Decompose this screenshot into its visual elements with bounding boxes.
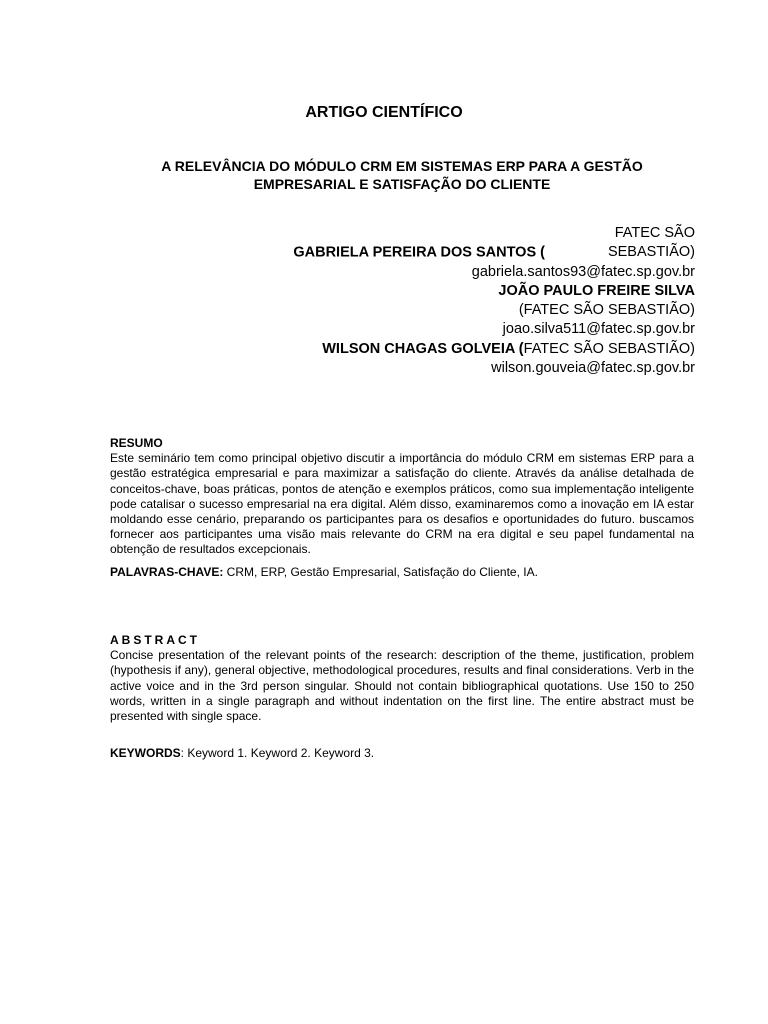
article-title-line-2: EMPRESARIAL E SATISFAÇÃO DO CLIENTE: [253, 176, 551, 192]
abstract-heading: ABSTRACT: [110, 633, 200, 647]
author-affiliation: FATEC SÃO SEBASTIÃO): [523, 340, 695, 357]
palavras-chave-label: PALAVRAS-CHAVE:: [110, 565, 224, 579]
document-type-heading: ARTIGO CIENTÍFICO: [305, 104, 463, 121]
author-affiliation: (FATEC SÃO SEBASTIÃO): [518, 302, 695, 319]
resumo-heading: RESUMO: [110, 436, 163, 450]
resumo-text: Este seminário tem como principal objetivo discutir a importância do módulo CRM em sistemas ERP para a gestão estratégica empresarial e para maximizar a satisfação do cliente. Através da análise detalhada de conceitos-chave, boas práticas, pontos de atenção e exemplos práticos, como sua implementação inteligente pode catalisar o sucesso empresarial na era digital. Além disso, examinaremos como a inovação em IA estar moldando esse cenário, preparando os participantes para os desafios e oportunidades do futuro. buscamos fornecer aos participantes uma visão mais relevante do CRM na era digital e seu papel fundamental na obtenção de resultados excepcionais.: [110, 451, 694, 557]
author-name: GABRIELA PEREIRA DOS SANTOS (: [293, 244, 545, 261]
article-title: [110, 157, 694, 193]
author-1: [135, 224, 695, 282]
palavras-chave-line: [110, 565, 694, 580]
author-affiliation: FATEC SÃO SEBASTIÃO): [607, 225, 695, 261]
abstract-section: [110, 633, 694, 724]
author-1-name-line: [135, 224, 695, 263]
abstract-text: Concise presentation of the relevant points of the research: description of the theme, justification, problem (hypothesis if any), general objective, methodological procedures, results and final considerations. Verb in the active voice and in the 3rd person singular. Should not contain bibliographical quotations. Use 150 to 250 words, written in a single paragraph and without indentation on the first line. The entire abstract must be presented with single space.: [110, 648, 694, 724]
article-title-line-1: A RELEVÂNCIA DO MÓDULO CRM EM SISTEMAS ERP PARA A GESTÃO: [161, 158, 643, 174]
keywords-line: [110, 746, 694, 761]
palavras-chave-text: CRM, ERP, Gestão Empresarial, Satisfação do Cliente, IA.: [223, 565, 538, 579]
resumo-section: [110, 436, 694, 558]
author-2: [135, 282, 695, 340]
author-email: wilson.gouveia@fatec.sp.gov.br: [491, 360, 695, 377]
keywords-text: : Keyword 1. Keyword 2. Keyword 3.: [180, 746, 375, 760]
author-list: [135, 224, 695, 378]
author-name: WILSON CHAGAS GOLVEIA (: [322, 340, 524, 357]
author-3: [135, 340, 695, 379]
author-3-name-line: [135, 340, 695, 359]
keywords-label: KEYWORDS: [110, 746, 181, 760]
author-name: JOÃO PAULO FREIRE SILVA: [498, 282, 695, 299]
author-email: gabriela.santos93@fatec.sp.gov.br: [471, 263, 695, 280]
author-email: joao.silva511@fatec.sp.gov.br: [502, 321, 695, 338]
